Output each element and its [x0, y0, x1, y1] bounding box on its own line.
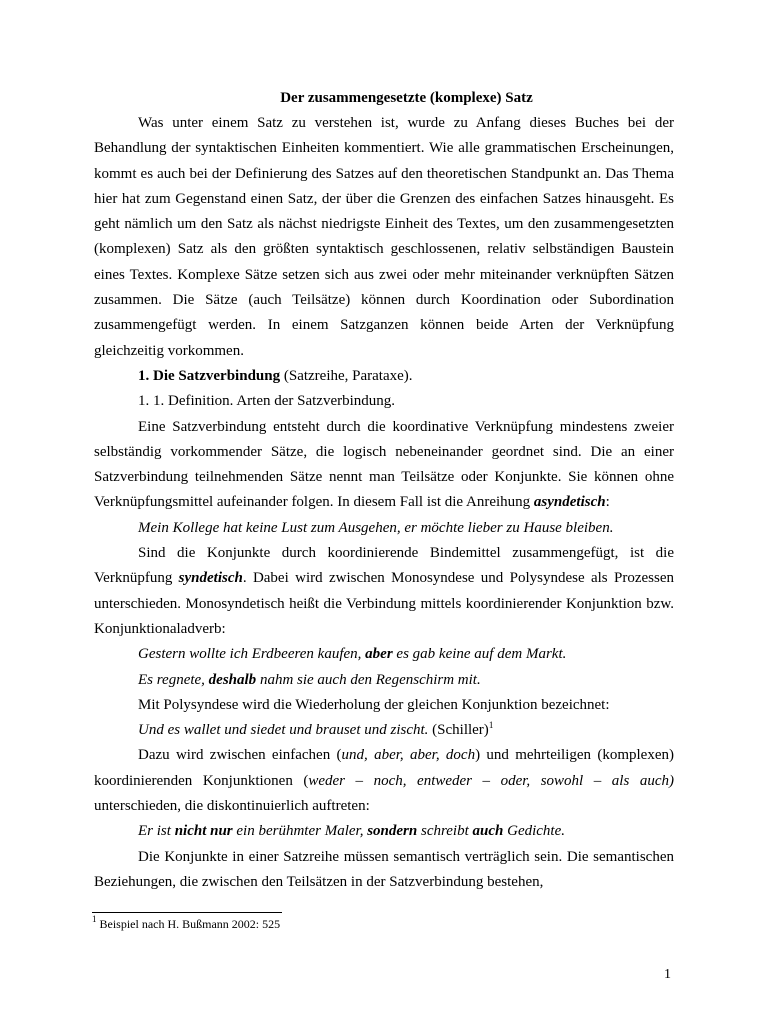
- example-keyword: deshalb: [208, 671, 257, 688]
- example-keyword: sondern: [367, 823, 418, 840]
- conjunction-list-complex: weder – noch, entweder – oder, sowohl – als auch): [308, 772, 674, 789]
- example-4: [94, 718, 674, 743]
- footnote-mark: 1: [92, 914, 97, 924]
- paragraph-conjunctions: [94, 743, 674, 819]
- example-text: Er ist: [138, 823, 175, 840]
- paragraph-text: Dazu wird zwischen einfachen (: [138, 747, 342, 764]
- paragraph-text: Eine Satzverbindung entsteht durch die koordinative Verknüpfung mindestens zweier selbständig vorkommender Sätze, die logisch nebeneinander geordnet sind. Die an einer Satzverbindung teilnehmenden Sätze nennt man Teilsätze oder Konjunkte. Sie können ohne Verknüpfungsmittel aufeinander folgen. In diesem Fall ist die Anreihung: [94, 418, 674, 511]
- example-keyword: aber: [365, 646, 393, 663]
- paragraph-semantics: Die Konjunkte in einer Satzreihe müssen semantisch verträglich sein. Die semantischen Beziehungen, die zwischen den Teilsätzen in der Satzverbindung bestehen,: [94, 848, 674, 890]
- footnote-text: Beispiel nach H. Bußmann 2002: 525: [96, 917, 281, 931]
- example-keyword: nicht nur: [174, 823, 233, 840]
- paragraph-definition: [94, 415, 674, 516]
- paragraph-polysyndese: Mit Polysyndese wird die Wiederholung der gleichen Konjunktion bezeichnet:: [138, 696, 610, 713]
- paragraph-intro: Was unter einem Satz zu verstehen ist, wurde zu Anfang dieses Buches bei der Behandlung der syntaktischen Einheiten kommentiert. Wie alle grammatischen Erscheinungen, kommt es auch bei der Definierung des Satzes auf den theoretischen Standpunkt an. Das Thema hier hat zum Gegenstand einen Satz, der über die Grenzen des einfachen Satzes hinausgeht. Es geht nämlich um den Satz als nächst niedrigste Einheit des Textes, um den zusammengesetzten (komplexen) Satz als den größten syntaktisch geschlossenen, relativ selbständigen Baustein eines Textes. Komplexe Sätze setzen sich aus zwei oder mehr miteinander verknüpften Sätzen zusammen. Die Sätze (auch Teilsätze) können durch Koordination oder Subordination zusammengefügt werden. In einem Satzganzen können beide Arten der Verknüpfung gleichzeitig vorkommen.: [94, 115, 674, 359]
- example-3: [94, 668, 674, 693]
- page-title: Der zusammengesetzte (komplexe) Satz: [280, 90, 533, 106]
- page-number: 1: [664, 967, 671, 982]
- example-5: [94, 819, 674, 844]
- document-body: [94, 111, 674, 895]
- term-syndetisch: syndetisch: [178, 570, 243, 587]
- example-text: Und es wallet und siedet und brauset und zischt.: [138, 722, 429, 739]
- paragraph-text: ) und mehrteiligen (komplexen) koordinierenden Konjunktionen (: [94, 747, 674, 789]
- conjunction-list-simple: und, aber, aber, doch: [341, 747, 476, 764]
- footnote-reference: 1: [488, 720, 494, 731]
- section-heading: [94, 364, 674, 389]
- example-text: schreibt: [417, 823, 473, 840]
- example-text: es gab keine auf dem Markt.: [392, 646, 567, 663]
- paragraph-text: Sind die Konjunkte durch koordinierende Bindemittel zusammengefügt, ist die Verknüpfung: [94, 545, 674, 587]
- example-text: ein berühmter Maler,: [232, 823, 368, 840]
- example-text: Gestern wollte ich Erdbeeren kaufen,: [138, 646, 366, 663]
- example-1: Mein Kollege hat keine Lust zum Ausgehen, er möchte lieber zu Hause bleiben.: [138, 519, 614, 536]
- example-text: Gedichte.: [503, 823, 565, 840]
- footnote: [92, 914, 281, 932]
- example-source: (Schiller): [428, 722, 489, 739]
- paragraph-text: unterschieden, die diskontinuierlich auftreten:: [94, 798, 370, 815]
- term-asyndetisch: asyndetisch: [533, 494, 606, 511]
- section-heading-bold: 1. Die Satzverbindung: [138, 367, 281, 384]
- footnote-separator: [92, 912, 282, 913]
- paragraph-text: . Dabei wird zwischen Monosyndese und Polysyndese als Prozessen unterschieden. Monosyndetisch heißt die Verbindung mittels koordinierender Konjunktion bzw. Konjunktionaladverb:: [94, 570, 674, 637]
- subsection-heading: 1. 1. Definition. Arten der Satzverbindung.: [138, 393, 396, 410]
- example-keyword: auch: [472, 823, 504, 840]
- paragraph-text: :: [605, 494, 610, 511]
- section-heading-rest: (Satzreihe, Parataxe).: [280, 367, 413, 384]
- example-text: Es regnete,: [138, 671, 209, 688]
- paragraph-syndetic: [94, 541, 674, 642]
- example-2: [94, 642, 674, 667]
- example-text: nahm sie auch den Regenschirm mit.: [256, 671, 481, 688]
